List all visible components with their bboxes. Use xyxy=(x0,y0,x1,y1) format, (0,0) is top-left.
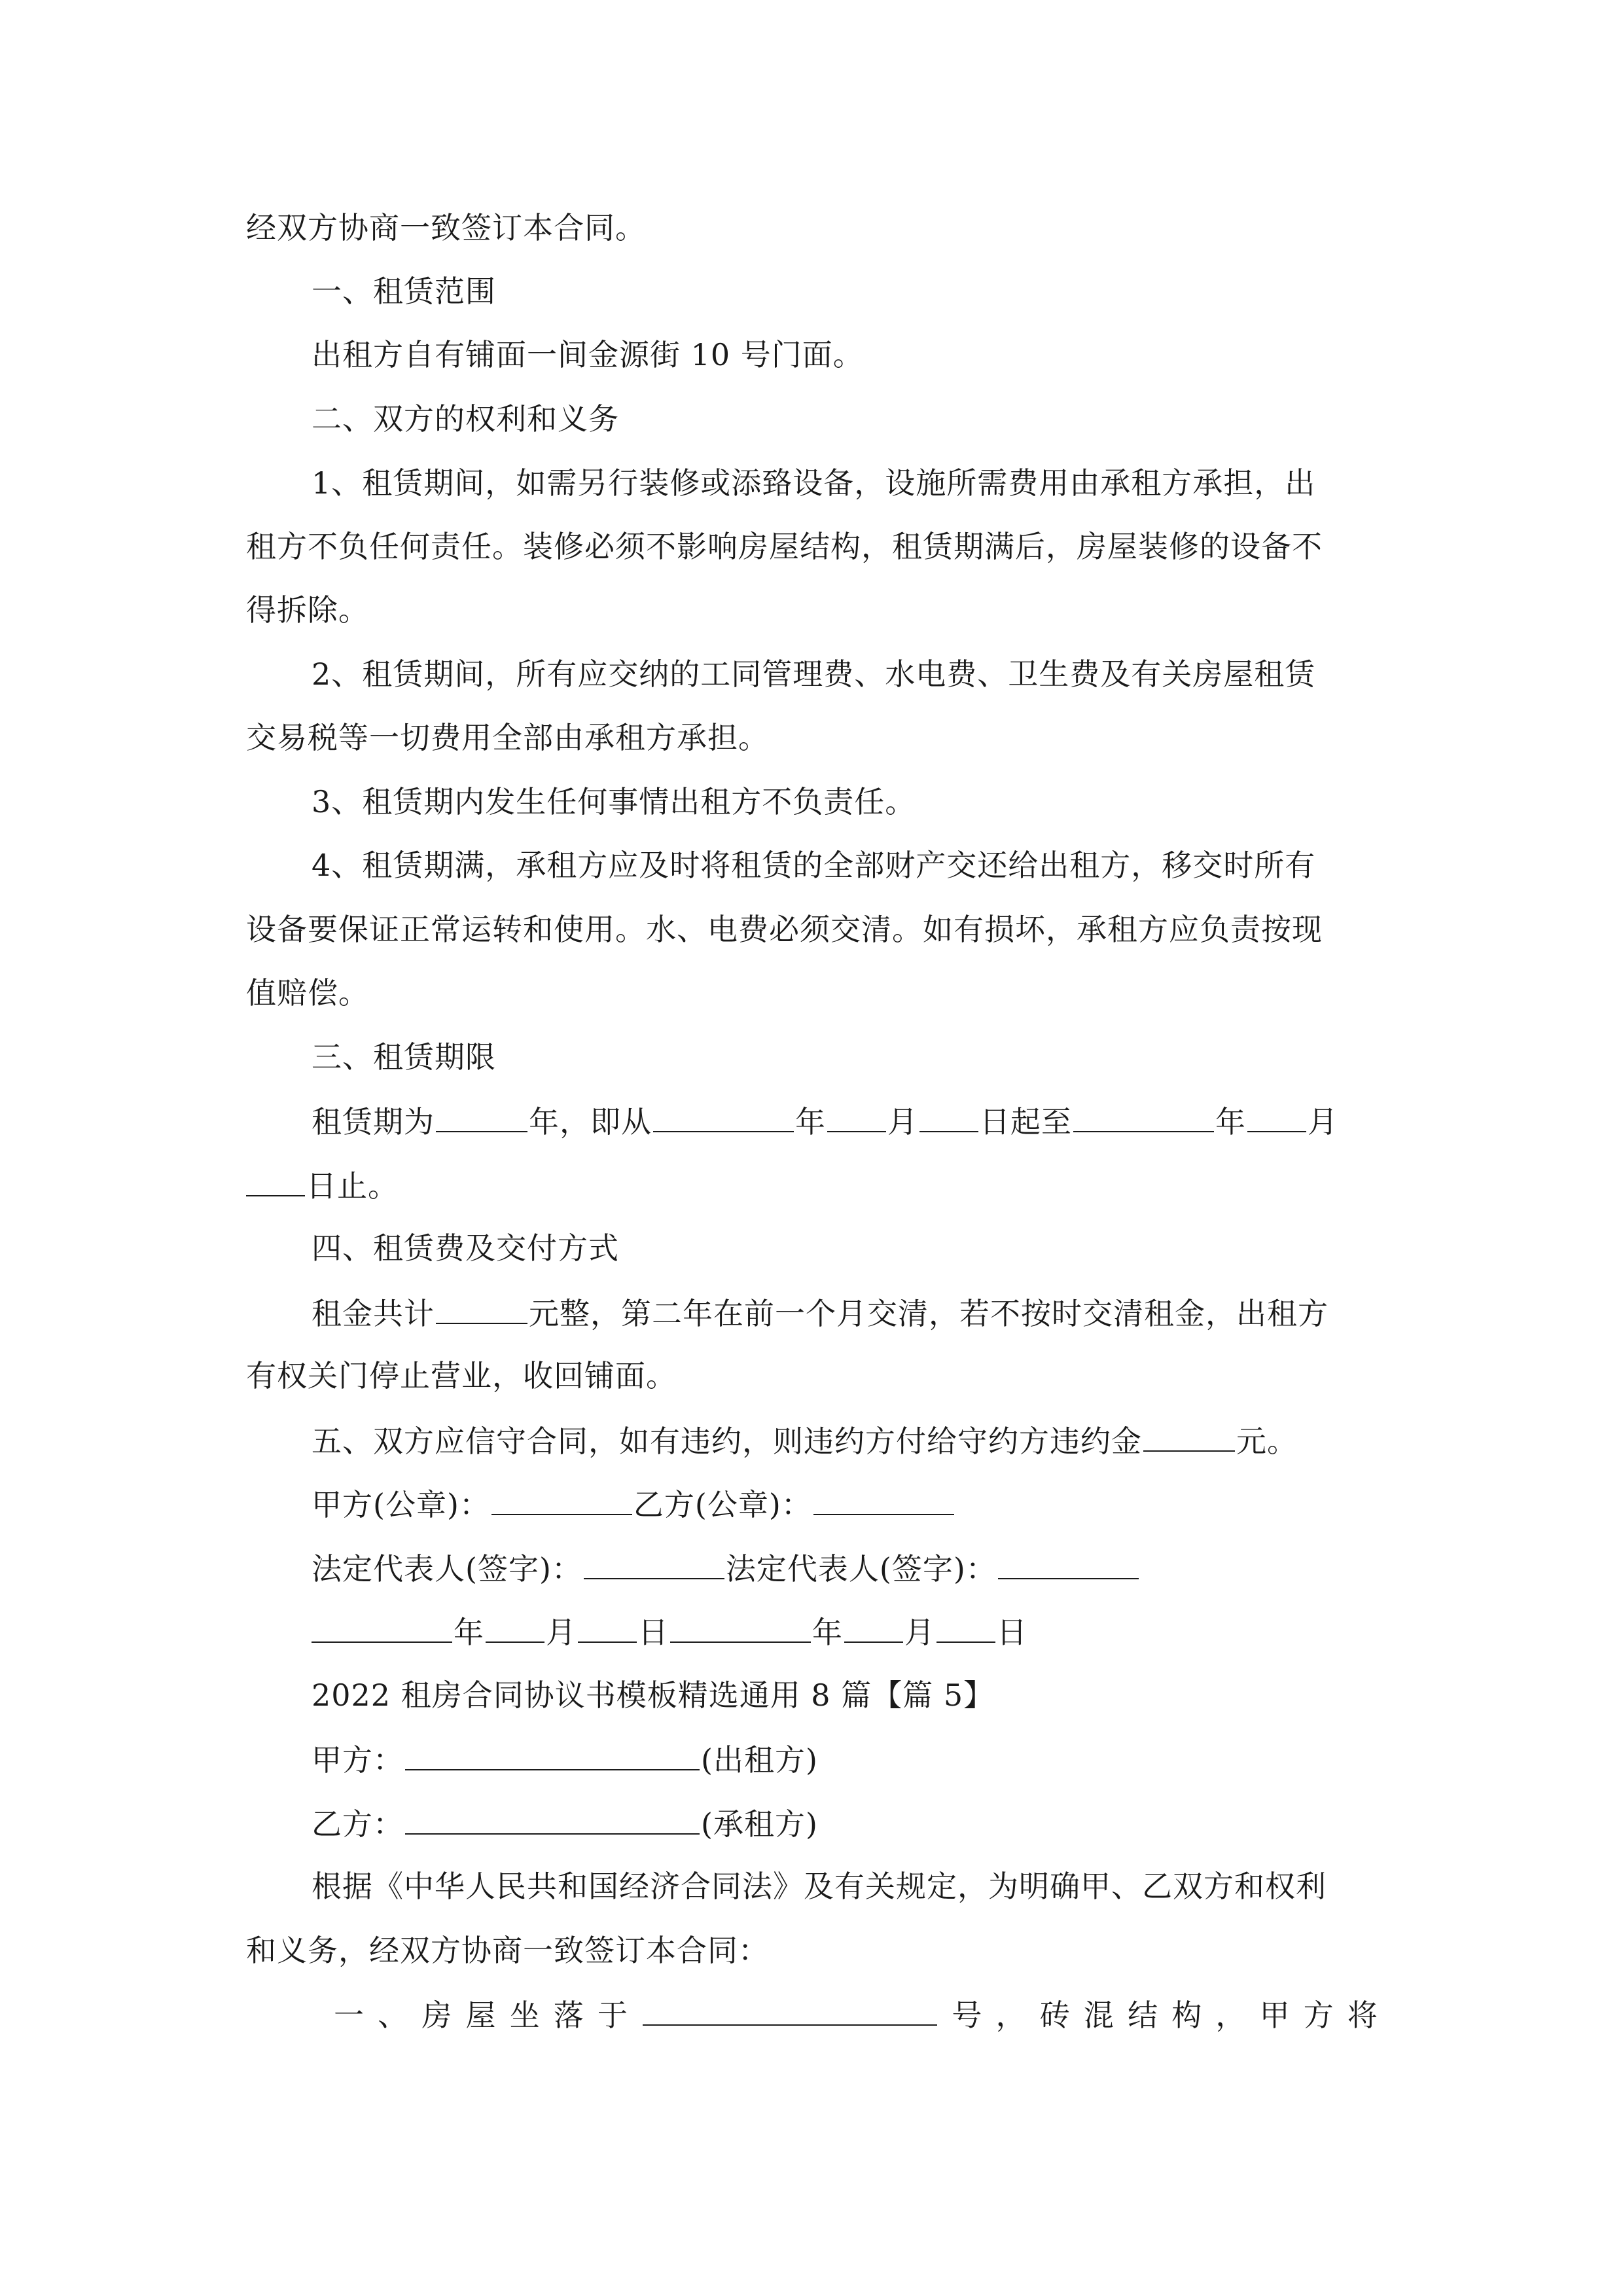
blank-field-date-a-year[interactable] xyxy=(312,1611,452,1643)
text-segment: (出租方) xyxy=(701,1742,818,1778)
text-segment: 租赁期为 xyxy=(312,1104,435,1139)
text-segment: 构 xyxy=(1171,1998,1203,2033)
text-segment: 混 xyxy=(1083,1998,1115,2033)
blank-field-end-year[interactable] xyxy=(1073,1101,1214,1132)
paragraph-line: 根据《中华人民共和国经济合同法》及有关规定，为明确甲、乙双方和权利 xyxy=(312,1869,1327,1904)
text-segment: 年 xyxy=(454,1615,484,1650)
blank-field-party-b-seal[interactable] xyxy=(813,1484,954,1515)
blank-field-years[interactable] xyxy=(436,1101,527,1132)
blank-field-date-a-month[interactable] xyxy=(486,1611,544,1643)
blank-field-start-month[interactable] xyxy=(827,1101,886,1132)
text-segment: 租金共计 xyxy=(312,1296,435,1331)
paragraph-line: 得拆除。 xyxy=(246,592,369,628)
text-segment: 甲方： xyxy=(312,1742,404,1778)
blank-field-end-month[interactable] xyxy=(1247,1101,1306,1132)
blank-field-end-day[interactable] xyxy=(246,1165,305,1196)
text-segment: 砖 xyxy=(1039,1998,1071,2033)
text-segment: 甲 xyxy=(1259,1998,1291,2033)
text-segment: 乙方： xyxy=(312,1806,404,1842)
section-heading: 一、租赁范围 xyxy=(312,274,496,309)
text-segment: 、 xyxy=(378,1998,409,2033)
paragraph-line: 值赔偿。 xyxy=(246,975,369,1011)
text-segment: 一 xyxy=(334,1998,365,2033)
text-segment: 月 xyxy=(904,1615,935,1650)
party-a-line xyxy=(312,1739,1378,1778)
text-segment: 方 xyxy=(1303,1998,1334,2033)
text-segment: ， xyxy=(995,1998,1027,2033)
text-segment: 年，即从 xyxy=(529,1104,652,1139)
text-segment: 房 xyxy=(421,1998,453,2033)
text-segment: 日 xyxy=(638,1615,669,1650)
paragraph-line: 租方不负任何责任。装修必须不影响房屋结构，租赁期满后，房屋装修的设备不 xyxy=(246,529,1323,564)
rent-line xyxy=(312,1293,1378,1332)
blank-field-date-a-day[interactable] xyxy=(578,1611,637,1643)
text-segment: 落 xyxy=(553,1998,584,2033)
text-segment: 坐 xyxy=(509,1998,541,2033)
blank-field-house-address[interactable] xyxy=(643,1994,937,2026)
text-segment: 号 xyxy=(952,1998,983,2033)
text-segment: ， xyxy=(1215,1998,1247,2033)
blank-field-penalty[interactable] xyxy=(1143,1420,1235,1452)
signature-line xyxy=(312,1548,1378,1587)
paragraph-line: 1、租赁期间，如需另行装修或添臵设备，设施所需费用由承租方承担，出 xyxy=(312,465,1316,501)
date-line xyxy=(312,1611,1378,1651)
text-segment: 法定代表人(签字)： xyxy=(725,1551,997,1587)
text-segment: 年 xyxy=(795,1104,826,1139)
blank-field-party-a-signature[interactable] xyxy=(584,1548,724,1579)
paragraph-line: 经双方协商一致签订本合同。 xyxy=(246,210,646,245)
text-segment: 日起至 xyxy=(980,1104,1072,1139)
blank-field-party-b-name[interactable] xyxy=(405,1803,700,1835)
paragraph-line: 3、租赁期内发生任何事情出租方不负责任。 xyxy=(312,784,916,819)
text-segment: 乙方(公章)： xyxy=(633,1487,812,1522)
blank-field-rent-amount[interactable] xyxy=(436,1293,527,1324)
house-location-line xyxy=(334,1994,1378,2034)
text-segment: 日止。 xyxy=(306,1168,399,1204)
lease-term-end-line xyxy=(246,1165,1378,1204)
paragraph-line: 交易税等一切费用全部由承租方承担。 xyxy=(246,720,769,755)
blank-field-party-b-signature[interactable] xyxy=(998,1548,1139,1579)
party-b-line xyxy=(312,1803,1378,1842)
section-heading: 二、双方的权利和义务 xyxy=(312,401,619,437)
paragraph-line: 和义务，经双方协商一致签订本合同： xyxy=(246,1933,769,1968)
blank-field-party-a-name[interactable] xyxy=(405,1739,700,1770)
paragraph-line: 设备要保证正常运转和使用。水、电费必须交清。如有损坏，承租方应负责按现 xyxy=(246,912,1323,947)
text-segment: 将 xyxy=(1347,1998,1378,2033)
text-segment: 五、双方应信守合同，如有违约，则违约方付给守约方违约金 xyxy=(312,1424,1142,1459)
text-segment: 结 xyxy=(1128,1998,1159,2033)
text-segment: 元。 xyxy=(1236,1424,1298,1459)
blank-field-date-b-month[interactable] xyxy=(844,1611,903,1643)
penalty-line xyxy=(312,1420,1378,1460)
lease-term-line xyxy=(312,1101,1378,1140)
text-segment: 元整，第二年在前一个月交清，若不按时交清租金，出租方 xyxy=(529,1296,1329,1331)
paragraph-line: 有权关门停止营业，收回铺面。 xyxy=(246,1358,677,1393)
text-segment: 日 xyxy=(997,1615,1027,1650)
blank-field-start-year[interactable] xyxy=(653,1101,794,1132)
blank-field-date-b-year[interactable] xyxy=(670,1611,811,1643)
text-segment: 月 xyxy=(546,1615,577,1650)
blank-field-start-day[interactable] xyxy=(919,1101,978,1132)
text-segment: 月 xyxy=(1308,1104,1338,1139)
blank-field-date-b-day[interactable] xyxy=(936,1611,995,1643)
paragraph-line: 出租方自有铺面一间金源街 10 号门面。 xyxy=(312,337,864,372)
text-segment: 年 xyxy=(812,1615,843,1650)
seal-line xyxy=(312,1484,1378,1523)
section-heading: 四、租赁费及交付方式 xyxy=(312,1230,619,1266)
paragraph-line: 4、租赁期满，承租方应及时将租赁的全部财产交还给出租方，移交时所有 xyxy=(312,848,1316,883)
section-title: 2022 租房合同协议书模板精选通用 8 篇【篇 5】 xyxy=(312,1677,995,1713)
blank-field-party-a-seal[interactable] xyxy=(491,1484,632,1515)
text-segment: 月 xyxy=(887,1104,918,1139)
text-segment: 于 xyxy=(597,1998,629,2033)
text-segment: 年 xyxy=(1215,1104,1246,1139)
section-heading: 三、租赁期限 xyxy=(312,1039,496,1075)
text-segment: 屋 xyxy=(465,1998,497,2033)
text-segment: 法定代表人(签字)： xyxy=(312,1551,582,1587)
paragraph-line: 2、租赁期间，所有应交纳的工同管理费、水电费、卫生费及有关房屋租赁 xyxy=(312,656,1316,692)
text-segment: (承租方) xyxy=(701,1806,818,1842)
text-segment: 甲方(公章)： xyxy=(312,1487,490,1522)
